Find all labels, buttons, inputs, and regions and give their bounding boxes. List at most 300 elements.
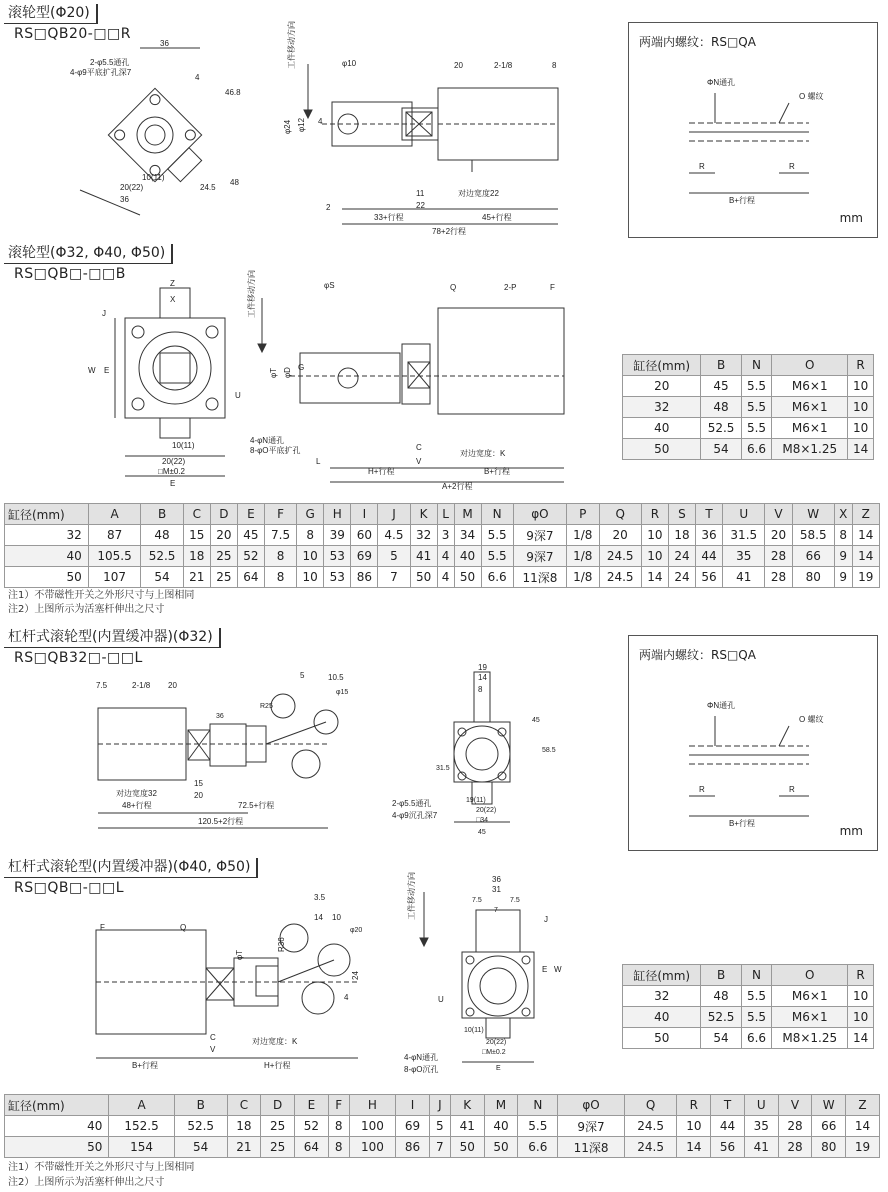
- dim-phi20: φ20: [350, 927, 363, 934]
- dim-u: U: [438, 995, 444, 1004]
- dim-7-5: 7.5: [96, 681, 108, 690]
- dim-120-5-stroke: 120.5+2行程: [198, 817, 244, 826]
- dim-10-11: 10(11): [464, 1027, 484, 1034]
- header-cell: T: [711, 1095, 745, 1116]
- header-cell: K: [410, 504, 437, 525]
- header-cell: B: [174, 1095, 227, 1116]
- table-cell: 41: [723, 567, 765, 588]
- header-cell: 缸径(mm): [5, 504, 89, 525]
- dim-24-5: 24.5: [200, 183, 216, 192]
- dim-phi-t: φT: [235, 949, 244, 960]
- table-cell: 154: [109, 1137, 174, 1158]
- dim-31: 31: [492, 885, 501, 894]
- table-cell: 14: [846, 1116, 880, 1137]
- table-cell: 11深8: [513, 567, 566, 588]
- header-cell: φO: [513, 504, 566, 525]
- table-cell: 152.5: [109, 1116, 174, 1137]
- table-cell: 25: [261, 1137, 295, 1158]
- table-cell: 53: [324, 567, 351, 588]
- table-cell: 53: [324, 546, 351, 567]
- table-cell: 7: [378, 567, 410, 588]
- header-cell: U: [723, 504, 765, 525]
- dim-2: 2: [326, 203, 331, 212]
- table-cell: 80: [812, 1137, 846, 1158]
- header-cell: B: [701, 355, 741, 376]
- table-cell: 10: [848, 986, 874, 1007]
- header-cell: B: [701, 965, 741, 986]
- table-cell: 56: [696, 567, 723, 588]
- table-cell: 39: [324, 525, 351, 546]
- header-cell: I: [351, 504, 378, 525]
- dim-phi12: φ12: [297, 117, 306, 132]
- thread-drawing: [629, 636, 877, 850]
- table-row: [5, 1137, 880, 1158]
- header-cell: C: [183, 504, 210, 525]
- table-cell: 14: [848, 1028, 874, 1049]
- label-o-thread: O 螺纹: [799, 92, 824, 101]
- table-cell: 10: [641, 546, 668, 567]
- table-cell: 80: [792, 567, 834, 588]
- table-cell: 20: [765, 525, 792, 546]
- table-cell: 41: [744, 1137, 778, 1158]
- table-header: [5, 504, 880, 525]
- table-cell: 32: [623, 986, 701, 1007]
- label-o-thread: O 螺纹: [799, 715, 824, 724]
- note-hole-9: 4-φ9沉孔深7: [392, 811, 438, 820]
- dim-phi10: φ10: [342, 59, 357, 68]
- table-cell: 14: [852, 525, 879, 546]
- note-2: 注2）上图所示为活塞杆伸出之尺寸: [8, 604, 165, 615]
- dim-v: V: [210, 1045, 216, 1054]
- header-cell: Q: [624, 1095, 677, 1116]
- dim-10: 10: [332, 913, 341, 922]
- drawing-roller-20-side: [282, 21, 582, 239]
- table-row: [5, 1116, 880, 1137]
- dim-3-5: 3.5: [314, 893, 326, 902]
- note-hole-through: 2-φ5.5通孔: [90, 58, 130, 67]
- table-cell: M6×1: [772, 376, 848, 397]
- dim-sq34: □34: [476, 817, 489, 824]
- table-cell: 40: [5, 1116, 109, 1137]
- section-title-lever-40-50: 杠杆式滚轮型(内置缓冲器)(Φ40, Φ50): [4, 858, 258, 878]
- header-cell: N: [518, 1095, 558, 1116]
- table-cell: 56: [711, 1137, 745, 1158]
- dim-e2: E: [170, 479, 176, 488]
- table-cell: M6×1: [772, 986, 848, 1007]
- table-cell: 5.5: [741, 418, 772, 439]
- table-cell: 5.5: [481, 525, 513, 546]
- dim-20-22: 20(22): [486, 1039, 507, 1046]
- header-cell: S: [668, 504, 695, 525]
- table-cell: 86: [396, 1137, 430, 1158]
- header-cell: V: [765, 504, 792, 525]
- dim-m: □M±0.2: [158, 467, 186, 476]
- dim-24: 24: [351, 971, 360, 980]
- dim-36b: 36: [120, 195, 129, 204]
- table-cell: 86: [351, 567, 378, 588]
- table-cell: 34: [454, 525, 481, 546]
- table-cell: 54: [701, 1028, 741, 1049]
- header-cell: E: [237, 504, 264, 525]
- table-row: [5, 567, 880, 588]
- dim-v: V: [416, 457, 422, 466]
- model-code-lever-40-50: RS□QB□-□□L: [14, 880, 124, 896]
- table-cell: 14: [677, 1137, 711, 1158]
- table-cell: 35: [723, 546, 765, 567]
- header-cell: P: [567, 504, 599, 525]
- table-cell: 10: [677, 1116, 711, 1137]
- spec-table-small-2: [622, 964, 874, 1049]
- table-cell: 9深7: [513, 525, 566, 546]
- dim-f: F: [100, 923, 105, 932]
- table-cell: 10: [848, 418, 874, 439]
- dim-72-5-stroke: 72.5+行程: [238, 801, 275, 810]
- table-cell: 9: [834, 546, 852, 567]
- drawing-roller-20-front: [60, 40, 260, 220]
- dim-14: 14: [314, 913, 323, 922]
- dim-48-stroke: 48+行程: [122, 801, 152, 810]
- dim-e: E: [104, 366, 110, 375]
- dim-j: J: [544, 915, 548, 924]
- table-cell: 36: [696, 525, 723, 546]
- table-cell: 100: [349, 1137, 395, 1158]
- table-cell: 64: [237, 567, 264, 588]
- table-cell: 45: [237, 525, 264, 546]
- label-r-left: R: [699, 162, 705, 171]
- dim-2-p: 2-P: [504, 283, 517, 292]
- header-cell: U: [744, 1095, 778, 1116]
- table-cell: 10: [848, 1007, 874, 1028]
- dim-phi-d: φD: [283, 367, 292, 378]
- table-cell: 21: [183, 567, 210, 588]
- label-hex-32: 对边宽度32: [116, 789, 157, 798]
- header-cell: F: [264, 504, 296, 525]
- dim-b-stroke: B+行程: [484, 467, 511, 476]
- table-cell: 5.5: [741, 397, 772, 418]
- model-code-roller-20: RS□QB20-□□R: [14, 26, 132, 42]
- table-header: [623, 965, 874, 986]
- table-cell: 24.5: [599, 567, 641, 588]
- table-cell: 5.5: [481, 546, 513, 567]
- table-cell: 40: [623, 418, 701, 439]
- dim-7: 7: [494, 907, 498, 914]
- table-cell: 45: [701, 376, 741, 397]
- dim-36: 36: [216, 713, 224, 720]
- drawing-lever-40-50-side: [88, 890, 388, 1072]
- dim-r25: R25: [260, 703, 273, 710]
- dim-q: Q: [180, 923, 187, 932]
- dim-19-11: 19(11): [466, 797, 486, 804]
- table-cell: 54: [174, 1137, 227, 1158]
- table-cell: 4: [437, 567, 454, 588]
- dim-20-22: 20(22): [476, 807, 497, 814]
- table-cell: 52.5: [701, 1007, 741, 1028]
- table-cell: 1/8: [567, 546, 599, 567]
- table-cell: 66: [812, 1116, 846, 1137]
- table-cell: 105.5: [88, 546, 141, 567]
- table-cell: 5: [378, 546, 410, 567]
- section-title-lever-32: 杠杆式滚轮型(内置缓冲器)(Φ32): [4, 628, 221, 648]
- table-cell: 50: [5, 1137, 109, 1158]
- dim-e2: E: [496, 1065, 501, 1072]
- table-cell: 52: [237, 546, 264, 567]
- header-cell: 缸径(mm): [623, 355, 701, 376]
- thread-box-1: [628, 22, 878, 238]
- table-cell: 52.5: [174, 1116, 227, 1137]
- label-n-hole: ΦN通孔: [707, 701, 736, 710]
- table-cell: 8: [328, 1116, 349, 1137]
- header-cell: A: [88, 504, 141, 525]
- note-hole-55: 2-φ5.5通孔: [392, 799, 432, 808]
- table-cell: 48: [141, 525, 183, 546]
- table-cell: 44: [696, 546, 723, 567]
- dim-10-5: 10.5: [328, 673, 344, 682]
- dim-8: 8: [552, 61, 557, 70]
- header-cell: G: [297, 504, 324, 525]
- header-cell: Z: [846, 1095, 880, 1116]
- dim-48: 48: [230, 178, 239, 187]
- table-cell: 10: [297, 567, 324, 588]
- table-cell: 7.5: [264, 525, 296, 546]
- header-cell: A: [109, 1095, 174, 1116]
- table-cell: 7: [429, 1137, 450, 1158]
- table-cell: 19: [846, 1137, 880, 1158]
- table-cell: 20: [210, 525, 237, 546]
- dim-20-22: 20(22): [162, 457, 186, 466]
- table-cell: 52.5: [141, 546, 183, 567]
- table-cell: 5.5: [741, 376, 772, 397]
- dim-a-stroke: A+2行程: [442, 482, 473, 491]
- table-cell: 100: [349, 1116, 395, 1137]
- label-direction: 工件移动方向: [287, 21, 296, 69]
- table-cell: 8: [264, 546, 296, 567]
- table-cell: 24: [668, 546, 695, 567]
- table-cell: 6.6: [518, 1137, 558, 1158]
- dim-10-11: 10(11): [142, 173, 165, 182]
- table-cell: 10: [641, 525, 668, 546]
- dim-w: W: [88, 366, 96, 375]
- note-1: 注1）不带磁性开关之外形尺寸与上图相同: [8, 1162, 195, 1173]
- table-row: [5, 525, 880, 546]
- table-cell: 50: [454, 567, 481, 588]
- section-title-roller-32-50: 滚轮型(Φ32, Φ40, Φ50): [4, 244, 173, 264]
- header-cell: I: [396, 1095, 430, 1116]
- table-cell: 9深7: [558, 1116, 624, 1137]
- dim-78-stroke: 78+2行程: [432, 227, 467, 236]
- header-cell: W: [812, 1095, 846, 1116]
- dim-36: 36: [160, 39, 169, 48]
- dim-8: 8: [478, 685, 483, 694]
- dim-e: E: [542, 965, 548, 974]
- dim-19: 19: [478, 663, 487, 672]
- spec-table-big-1: [4, 503, 880, 588]
- header-cell: T: [696, 504, 723, 525]
- dim-c: C: [416, 443, 422, 452]
- dim-w: W: [554, 965, 562, 974]
- table-cell: 28: [778, 1137, 812, 1158]
- table-cell: 10: [848, 397, 874, 418]
- note-1: 注1）不带磁性开关之外形尺寸与上图相同: [8, 590, 195, 601]
- table-cell: 8: [297, 525, 324, 546]
- header-cell: 缸径(mm): [623, 965, 701, 986]
- header-cell: R: [848, 965, 874, 986]
- dim-phi24: φ24: [283, 119, 292, 134]
- table-cell: 1/8: [567, 525, 599, 546]
- table-cell: 28: [765, 567, 792, 588]
- table-cell: 41: [410, 546, 437, 567]
- table-cell: 60: [351, 525, 378, 546]
- table-cell: 44: [711, 1116, 745, 1137]
- header-cell: L: [437, 504, 454, 525]
- header-cell: 缸径(mm): [5, 1095, 109, 1116]
- label-hex-22: 对边宽度22: [458, 189, 499, 198]
- table-cell: 19: [852, 567, 879, 588]
- header-cell: M: [484, 1095, 518, 1116]
- table-row: [623, 986, 874, 1007]
- table-cell: 54: [141, 567, 183, 588]
- table-cell: 10: [848, 376, 874, 397]
- table-cell: 41: [450, 1116, 484, 1137]
- dim-20-22: 20(22): [120, 183, 144, 192]
- table-cell: 5.5: [741, 986, 772, 1007]
- header-cell: X: [834, 504, 852, 525]
- dim-20b: 20: [194, 791, 203, 800]
- table-row: [623, 1028, 874, 1049]
- table-cell: 24.5: [624, 1116, 677, 1137]
- table-cell: 11深8: [558, 1137, 624, 1158]
- table-cell: 87: [88, 525, 141, 546]
- thread-box-title: 两端内螺纹：RS□QA: [639, 35, 756, 49]
- table-cell: 40: [484, 1116, 518, 1137]
- table-cell: 21: [227, 1137, 261, 1158]
- table-cell: 14: [641, 567, 668, 588]
- table-row: [5, 546, 880, 567]
- dim-phi-s: φS: [324, 281, 335, 290]
- table-cell: 69: [351, 546, 378, 567]
- table-cell: 32: [410, 525, 437, 546]
- label-r-left: R: [699, 785, 705, 794]
- dim-4b: 4: [318, 117, 323, 126]
- header-cell: H: [349, 1095, 395, 1116]
- table-cell: 18: [668, 525, 695, 546]
- dim-l: L: [316, 457, 321, 466]
- header-cell: N: [481, 504, 513, 525]
- table-cell: 40: [5, 546, 89, 567]
- table-cell: 24: [668, 567, 695, 588]
- table-cell: 107: [88, 567, 141, 588]
- table-cell: 69: [396, 1116, 430, 1137]
- dim-h-stroke: H+行程: [368, 467, 395, 476]
- note-hole-counterbore: 4-φ9平底扩孔深7: [70, 68, 132, 77]
- header-cell: Z: [852, 504, 879, 525]
- table-cell: 3: [437, 525, 454, 546]
- table-cell: 50: [410, 567, 437, 588]
- dim-7-5b: 7.5: [510, 897, 520, 904]
- table-cell: 8: [264, 567, 296, 588]
- dim-45: 45: [532, 717, 540, 724]
- dim-phi-t: φT: [269, 367, 278, 378]
- header-cell: R: [641, 504, 668, 525]
- dim-g: G: [298, 363, 305, 372]
- table-cell: 6.6: [481, 567, 513, 588]
- label-hex-k: 对边宽度：K: [252, 1037, 298, 1046]
- dim-j: J: [102, 309, 106, 318]
- spec-table-small-1: [622, 354, 874, 460]
- table-cell: 32: [5, 525, 89, 546]
- header-cell: R: [848, 355, 874, 376]
- table-cell: 58.5: [792, 525, 834, 546]
- dim-10-11: 10(11): [172, 441, 195, 450]
- table-cell: 6.6: [741, 1028, 772, 1049]
- dim-4: 4: [195, 73, 200, 82]
- dim-7-5a: 7.5: [472, 897, 482, 904]
- header-cell: N: [741, 965, 772, 986]
- table-cell: 14: [848, 439, 874, 460]
- table-cell: 32: [623, 397, 701, 418]
- table-cell: M6×1: [772, 1007, 848, 1028]
- table-cell: 40: [623, 1007, 701, 1028]
- table-cell: 50: [623, 439, 701, 460]
- section-title-roller-20: 滚轮型(Φ20): [4, 4, 98, 24]
- model-code-roller-32-50: RS□QB□-□□B: [14, 266, 126, 282]
- dim-b-stroke: B+行程: [132, 1061, 159, 1070]
- dim-m: □M±0.2: [482, 1049, 506, 1056]
- table-cell: 25: [210, 546, 237, 567]
- dim-11: 11: [416, 189, 425, 198]
- table-cell: 50: [484, 1137, 518, 1158]
- dim-20: 20: [454, 61, 463, 70]
- table-row: [623, 418, 874, 439]
- dim-2-1-8: 2-1/8: [494, 61, 513, 70]
- table-cell: 28: [765, 546, 792, 567]
- table-cell: 48: [701, 397, 741, 418]
- table-cell: 5.5: [518, 1116, 558, 1137]
- header-cell: N: [741, 355, 772, 376]
- unit-label: mm: [839, 824, 863, 838]
- header-cell: M: [454, 504, 481, 525]
- dim-22: 22: [416, 201, 425, 210]
- label-hex-k: 对边宽度：K: [460, 449, 506, 458]
- table-cell: 52: [295, 1116, 329, 1137]
- note-n-hole: 4-φN通孔: [250, 436, 285, 445]
- header-cell: B: [141, 504, 183, 525]
- thread-box-2: [628, 635, 878, 851]
- header-cell: H: [324, 504, 351, 525]
- thread-box-title: 两端内螺纹：RS□QA: [639, 648, 756, 662]
- note-n-hole: 4-φN通孔: [404, 1053, 439, 1062]
- note-2: 注2）上图所示为活塞杆伸出之尺寸: [8, 1177, 165, 1188]
- dim-f: F: [550, 283, 555, 292]
- table-cell: 24.5: [599, 546, 641, 567]
- label-direction: 工件移动方向: [407, 872, 416, 920]
- header-cell: V: [778, 1095, 812, 1116]
- drawing-lever-32-side: [88, 668, 356, 836]
- header-cell: K: [450, 1095, 484, 1116]
- table-cell: 8: [834, 525, 852, 546]
- table-cell: 50: [450, 1137, 484, 1158]
- table-cell: 48: [701, 986, 741, 1007]
- dim-20: 20: [168, 681, 177, 690]
- table-cell: 64: [295, 1137, 329, 1158]
- table-header: [5, 1095, 880, 1116]
- dim-q: Q: [450, 283, 457, 292]
- drawing-roller-32-50-side: [247, 270, 580, 491]
- table-header: [623, 355, 874, 376]
- drawing-lever-32-front: [392, 662, 562, 838]
- table-cell: 8: [328, 1137, 349, 1158]
- header-cell: Q: [599, 504, 641, 525]
- dim-x: X: [170, 295, 176, 304]
